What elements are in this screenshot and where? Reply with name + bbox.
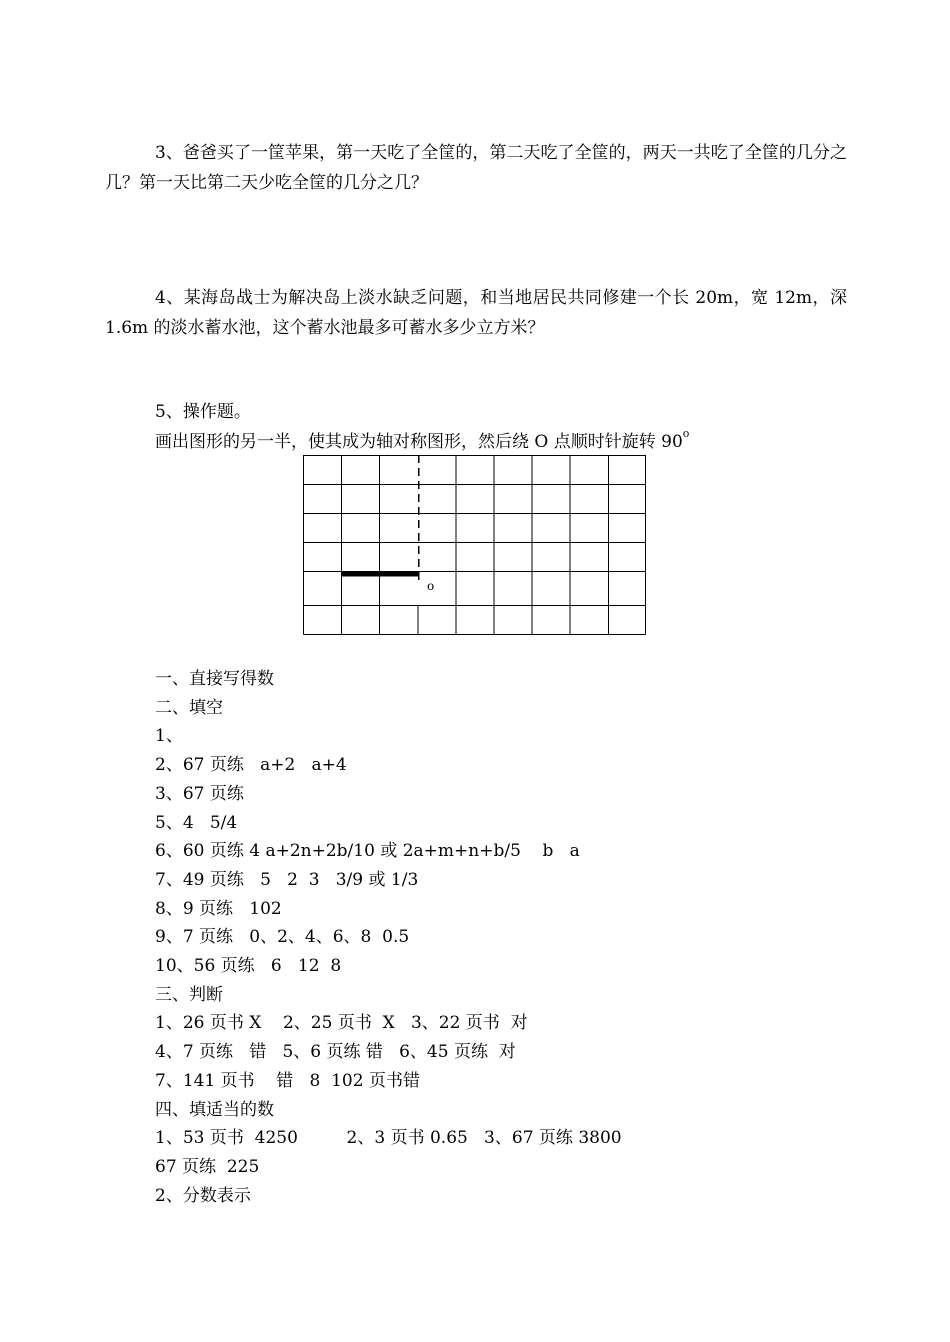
answer-line: 5、4 5/4 — [155, 813, 238, 833]
answer-line: 67 页练 225 — [155, 1157, 260, 1177]
answer-line: 二、填空 — [155, 698, 223, 718]
answer-line: 7、141 页书 错 8 102 页书错 — [155, 1071, 420, 1091]
answer-line: 2、分数表示 — [155, 1186, 251, 1206]
answer-line: 4、7 页练 错 5、6 页练 错 6、45 页练 对 — [155, 1042, 516, 1062]
answer-line: 2、67 页练 a+2 a+4 — [155, 755, 347, 775]
answer-line: 一、直接写得数 — [155, 669, 274, 689]
answer-line: 1、53 页书 4250 2、3 页书 0.65 3、67 页练 3800 — [155, 1128, 622, 1148]
degree-mark: o — [682, 427, 690, 441]
answer-line: 7、49 页练 5 2 3 3/9 或 1/3 — [155, 870, 419, 890]
answer-line: 6、60 页练 4 a+2n+2b/10 或 2a+m+n+b/5 b a — [155, 841, 580, 861]
question-3-text: 3、爸爸买了一筐苹果，第一天吃了全筐的，第二天吃了全筐的，两天一共吃了全筐的几分之几？第一天比第二天少吃全筐的几分之几？ — [105, 143, 847, 193]
answer-line: 10、56 页练 6 12 8 — [155, 956, 342, 976]
question-5-instruction — [155, 428, 689, 456]
drawing-grid — [303, 455, 648, 637]
answer-line: 3、67 页练 — [155, 784, 244, 804]
point-o-label: o — [427, 579, 435, 593]
question-5-title: 5、操作题。 — [155, 402, 251, 422]
answer-line: 1、26 页书 X 2、25 页书 X 3、22 页书 对 — [155, 1013, 528, 1033]
instruction-text: 画出图形的另一半，使其成为轴对称图形，然后绕 O 点顺时针旋转 90 — [155, 432, 683, 452]
answer-line: 三、判断 — [155, 985, 223, 1005]
answer-line: 四、填适当的数 — [155, 1100, 274, 1120]
question-4-text: 4、某海岛战士为解决岛上淡水缺乏问题，和当地居民共同修建一个长 20m，宽 12m，深 1.6m 的淡水蓄水池，这个蓄水池最多可蓄水多少立方米？ — [105, 288, 847, 338]
answer-line: 9、7 页练 0、2、4、6、8 0.5 — [155, 927, 410, 947]
answer-line: 8、9 页练 102 — [155, 899, 282, 919]
answer-line: 1、 — [155, 726, 183, 746]
